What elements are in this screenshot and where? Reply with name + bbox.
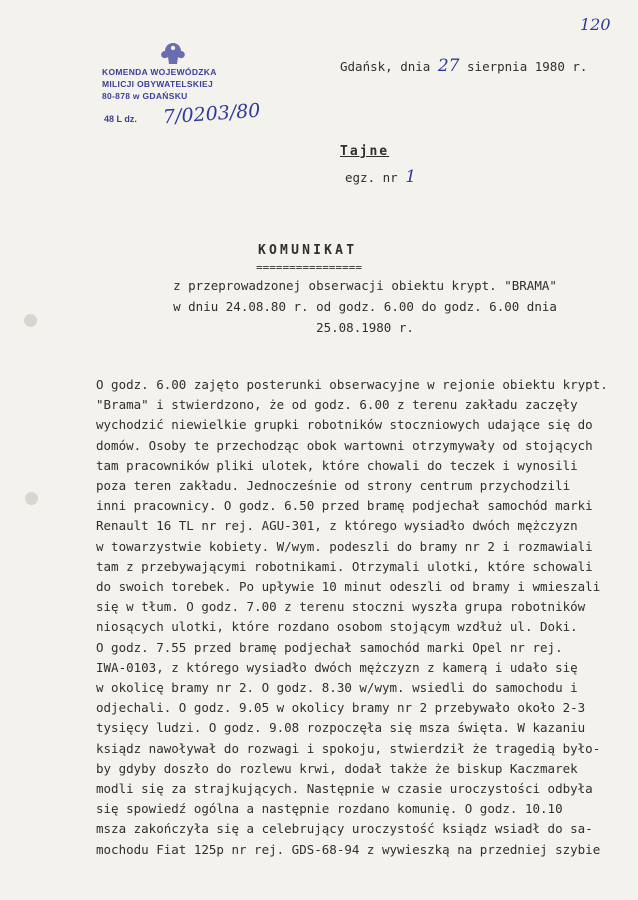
- body-line: tysięcy ludzi. O godz. 9.08 rozpoczęła się msza święta. W kazaniu: [96, 720, 586, 736]
- body-line: niosących ulotki, które rozdano osobom stojącym wzdłuż ul. Doki.: [96, 619, 578, 635]
- body-line: w okolicę bramy nr 2. O godz. 8.30 w/wym. wsiedli do samochodu i: [96, 680, 578, 696]
- city-prefix: Gdańsk, dnia: [340, 59, 431, 74]
- body-line: się w tłum. O godz. 7.00 z terenu stoczni wyszła grupa robotników: [96, 599, 586, 615]
- punch-hole: [24, 314, 37, 327]
- stamp-line-2: MILICJI OBYWATELSKIEJ: [102, 79, 213, 89]
- body-line: się spowiedź ogólna a następnie rozdano komunię. O godz. 10.10: [96, 801, 563, 817]
- body-line: domów. Osoby te przechodząc obok wartowni otrzymywały od stojących: [96, 437, 593, 453]
- body-line: IWA-0103, z którego wysiadło dwóch mężczyzn z kamerą i udało się: [96, 659, 578, 675]
- eagle-emblem-icon: [156, 40, 190, 68]
- stamp-registry-prefix: 48 L dz.: [104, 114, 137, 124]
- document-subtitle: [155, 275, 575, 338]
- date-suffix: sierpnia 1980 r.: [467, 59, 588, 74]
- subtitle-line: w dniu 24.08.80 r. od godz. 6.00 do godz. 6.00 dnia: [173, 299, 557, 314]
- body-line: inni pracownicy. O godz. 6.50 przed bramę podjechał samochód marki: [96, 498, 593, 514]
- handwritten-copy-number: 1: [405, 167, 417, 187]
- body-line: tam pracowników pliki ulotek, które chowali do teczek i wynosili: [96, 457, 578, 473]
- body-line: poza teren zakładu. Jednocześnie od strony centrum przychodzili: [96, 478, 571, 494]
- punch-hole: [25, 492, 38, 505]
- body-line: odjechali. O godz. 9.05 w okolicy bramy nr 2 przebywało około 2-3: [96, 700, 586, 716]
- body-line: O godz. 7.55 przed bramę podjechał samochód marki Opel nr rej.: [96, 639, 563, 655]
- handwritten-day: 27: [437, 56, 460, 76]
- body-line: w towarzystwie kobiety. W/wym. podeszli do bramy nr 2 i rozmawiali: [96, 538, 593, 554]
- stamp-line-3: 80-878 w GDAŃSKU: [102, 91, 188, 101]
- archive-page-number: 120: [580, 15, 611, 34]
- subtitle-line: z przeprowadzonej obserwacji obiektu krypt. "BRAMA": [173, 278, 557, 293]
- document-title: KOMUNIKAT: [258, 243, 358, 258]
- handwritten-registry-number: 7/0203/80: [162, 99, 262, 129]
- body-line: modli się za strajkujących. Następnie w czasie uroczystości odbyła: [96, 781, 593, 797]
- body-line: mochodu Fiat 125p nr rej. GDS-68-94 z wywieszką na przedniej szybie: [96, 841, 601, 857]
- body-line: do swoich torebek. Po upływie 10 minut odeszli od bramy i wmieszali: [96, 579, 601, 595]
- body-line: Renault 16 TL nr rej. AGU-301, z którego wysiadło dwóch mężczyzn: [96, 518, 578, 534]
- classification-text: Tajne: [340, 144, 390, 159]
- body-line: "Brama" i stwierdzono, że od godz. 6.00 z terenu zakładu zaczęły: [96, 397, 578, 413]
- copy-number-line: [345, 167, 416, 187]
- body-line: tam z przebywającymi robotnikami. Otrzymali ulotki, które schowali: [96, 558, 593, 574]
- title-underline: ================: [256, 261, 362, 274]
- place-date-line: [340, 56, 587, 76]
- report-body: [96, 375, 631, 860]
- body-line: wychodzić niewielkie grupki robotników stoczniowych udające się do: [96, 417, 593, 433]
- stamp-line-1: KOMENDA WOJEWÓDZKA: [102, 67, 217, 77]
- body-line: by gdyby doszło do rozlewu krwi, dodał także że biskup Kaczmarek: [96, 760, 578, 776]
- body-line: O godz. 6.00 zajęto posterunki obserwacyjne w rejonie obiektu krypt.: [96, 377, 608, 392]
- body-line: ksiądz nawoływał do rozwagi i spokoju, stwierdził że tragedią było-: [96, 740, 601, 756]
- copy-prefix: egz. nr: [345, 170, 398, 185]
- classification-label: [340, 144, 389, 159]
- subtitle-line: 25.08.1980 r.: [316, 320, 414, 335]
- body-line: msza zakończyła się a celebrujący uroczystość ksiądz wsiadł do sa-: [96, 821, 593, 837]
